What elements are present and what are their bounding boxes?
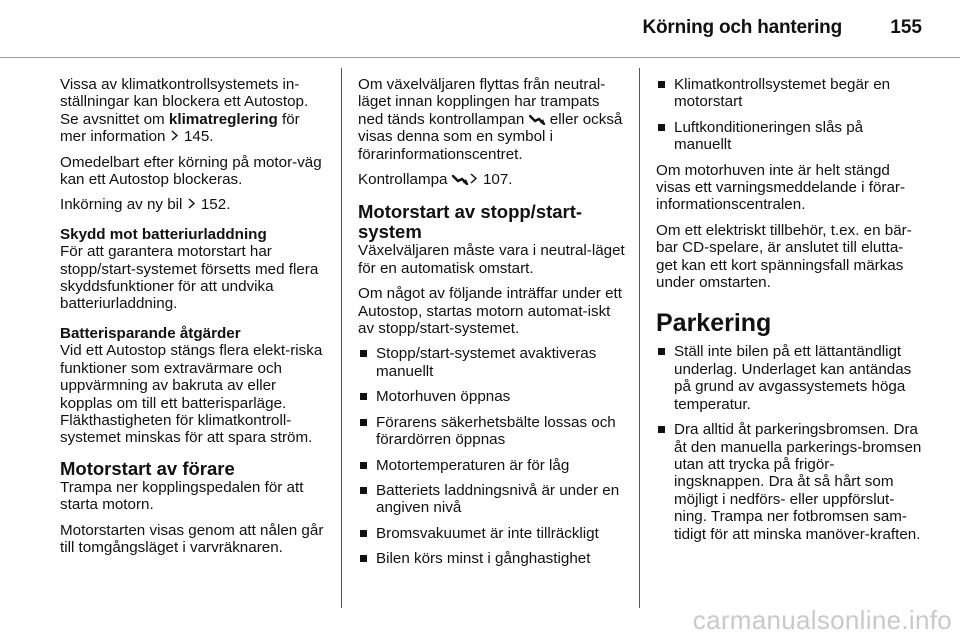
list-item: Förarens säkerhetsbälte lossas och förardörren öppnas xyxy=(358,414,626,449)
list-item: Bromsvakuumet är inte tillräckligt xyxy=(358,525,626,542)
paragraph: Inkörning av ny bil 152. xyxy=(60,196,231,214)
page-reference-arrow-icon xyxy=(469,171,479,188)
list-item: Motortemperaturen är för låg xyxy=(358,457,626,474)
paragraph: Växelväljaren måste vara i neutral-läget för en automatisk omstart. xyxy=(358,242,625,277)
restart-condition-list xyxy=(358,345,626,567)
section-heading-motorstart-forare: Motorstart av förare xyxy=(60,457,235,479)
bullet-square-icon xyxy=(360,350,367,357)
list-item: Bilen körs minst i gånghastighet xyxy=(358,550,626,567)
page-number: 155 xyxy=(890,17,922,38)
paragraph: Kontrollampa 107. xyxy=(358,171,513,189)
paragraph: Trampa ner kopplingspedalen för att starta motorn. xyxy=(60,478,304,514)
watermark: carmanualsonline.info xyxy=(692,605,952,635)
paragraph: Om ett elektriskt tillbehör, t.ex. en bär-bar CD-spelare, är anslutet till elutta-get kan ett kort spänningsfall märkas under omstarten. xyxy=(656,221,912,292)
bullet-square-icon xyxy=(360,462,367,469)
column-1 xyxy=(60,76,328,564)
column-3 xyxy=(656,76,924,551)
autostop-indicator-icon xyxy=(452,172,469,183)
bullet-square-icon xyxy=(658,81,665,88)
paragraph: Om motorhuven inte är helt stängd visas ett varningsmeddelande i förar-informationscentralen. xyxy=(656,161,906,214)
list-item: Ställ inte bilen på ett lättantändligt underlag. Underlaget kan antändas på grund av avgassystemets höga temperatur. xyxy=(656,343,924,413)
list-item: Motorhuven öppnas xyxy=(358,388,626,405)
section-heading-parkering: Parkering xyxy=(656,309,772,338)
page-header xyxy=(0,0,960,50)
paragraph: Omedelbart efter körning på motor-väg kan ett Autostop blockeras. xyxy=(60,153,322,189)
list-item: Batteriets laddningsnivå är under en angiven nivå xyxy=(358,482,626,517)
bullet-square-icon xyxy=(360,487,367,494)
autostop-indicator-icon xyxy=(529,112,546,123)
subheading-skydd: Skydd mot batteriurladdning xyxy=(60,225,267,243)
bullet-square-icon xyxy=(658,426,665,433)
page-reference-arrow-icon xyxy=(187,196,197,213)
bullet-square-icon xyxy=(360,530,367,537)
list-item: Dra alltid åt parkeringsbromsen. Dra åt den manuella parkerings-bromsen utan att trycka på frigör-ingsknappen. Dra åt så hårt som möjligt i nedförs- eller uppförslut-ning. Trampa ner fotbromsen sam-tidigt för att minska manöver-kraften. xyxy=(656,421,924,543)
column-divider xyxy=(341,68,342,608)
paragraph: Vid ett Autostop stängs flera elekt-riska funktioner som extravärmare och uppvärmning av bakruta av eller kopplas om till ett batterisparläge. Fläkthastigheten för klimatkontroll-systemet minskas för att spara ström. xyxy=(60,342,323,447)
column-2 xyxy=(358,76,626,576)
paragraph: Motorstarten visas genom att nålen går till tomgångsläget i varvräknaren. xyxy=(60,521,324,556)
list-item: Luftkonditioneringen slås på manuellt xyxy=(656,119,924,154)
bullet-square-icon xyxy=(360,393,367,400)
paragraph: Om något av följande inträffar under ett Autostop, startas motorn automat-iskt av stopp/start-systemet. xyxy=(358,285,622,338)
section-heading-motorstart-system: Motorstart av stopp/start-system xyxy=(358,201,583,243)
bullet-square-icon xyxy=(658,348,665,355)
link-klimatreglering[interactable]: klimatreglering xyxy=(168,110,278,128)
bullet-square-icon xyxy=(658,124,665,131)
header-rule xyxy=(0,57,960,58)
parking-instruction-list xyxy=(656,343,924,542)
bullet-square-icon xyxy=(360,419,367,426)
bullet-square-icon xyxy=(360,555,367,562)
paragraph: För att garantera motorstart har stopp/start-systemet försetts med flera skyddsfunktioner för att undvika batteriurladdning. xyxy=(60,243,319,313)
restart-condition-list-continued xyxy=(656,76,924,154)
paragraph: Vissa av klimatkontrollsystemets in-ställningar kan blockera ett Autostop. Se avsnittet om klimatreglering för mer information 145. xyxy=(60,76,309,146)
list-item: Klimatkontrollsystemet begär en motorstart xyxy=(656,76,924,111)
paragraph: Om växelväljaren flyttas från neutral-läget innan kopplingen har trampats ned tänds kontrollampan eller också visas denna som en symbol i förarinformationscentret. xyxy=(358,76,623,163)
page-reference-arrow-icon xyxy=(170,128,180,145)
chapter-title: Körning och hantering xyxy=(642,17,842,38)
column-divider xyxy=(639,68,640,608)
list-item: Stopp/start-systemet avaktiveras manuellt xyxy=(358,345,626,380)
subheading-batterisparande: Batterisparande åtgärder xyxy=(60,324,241,342)
